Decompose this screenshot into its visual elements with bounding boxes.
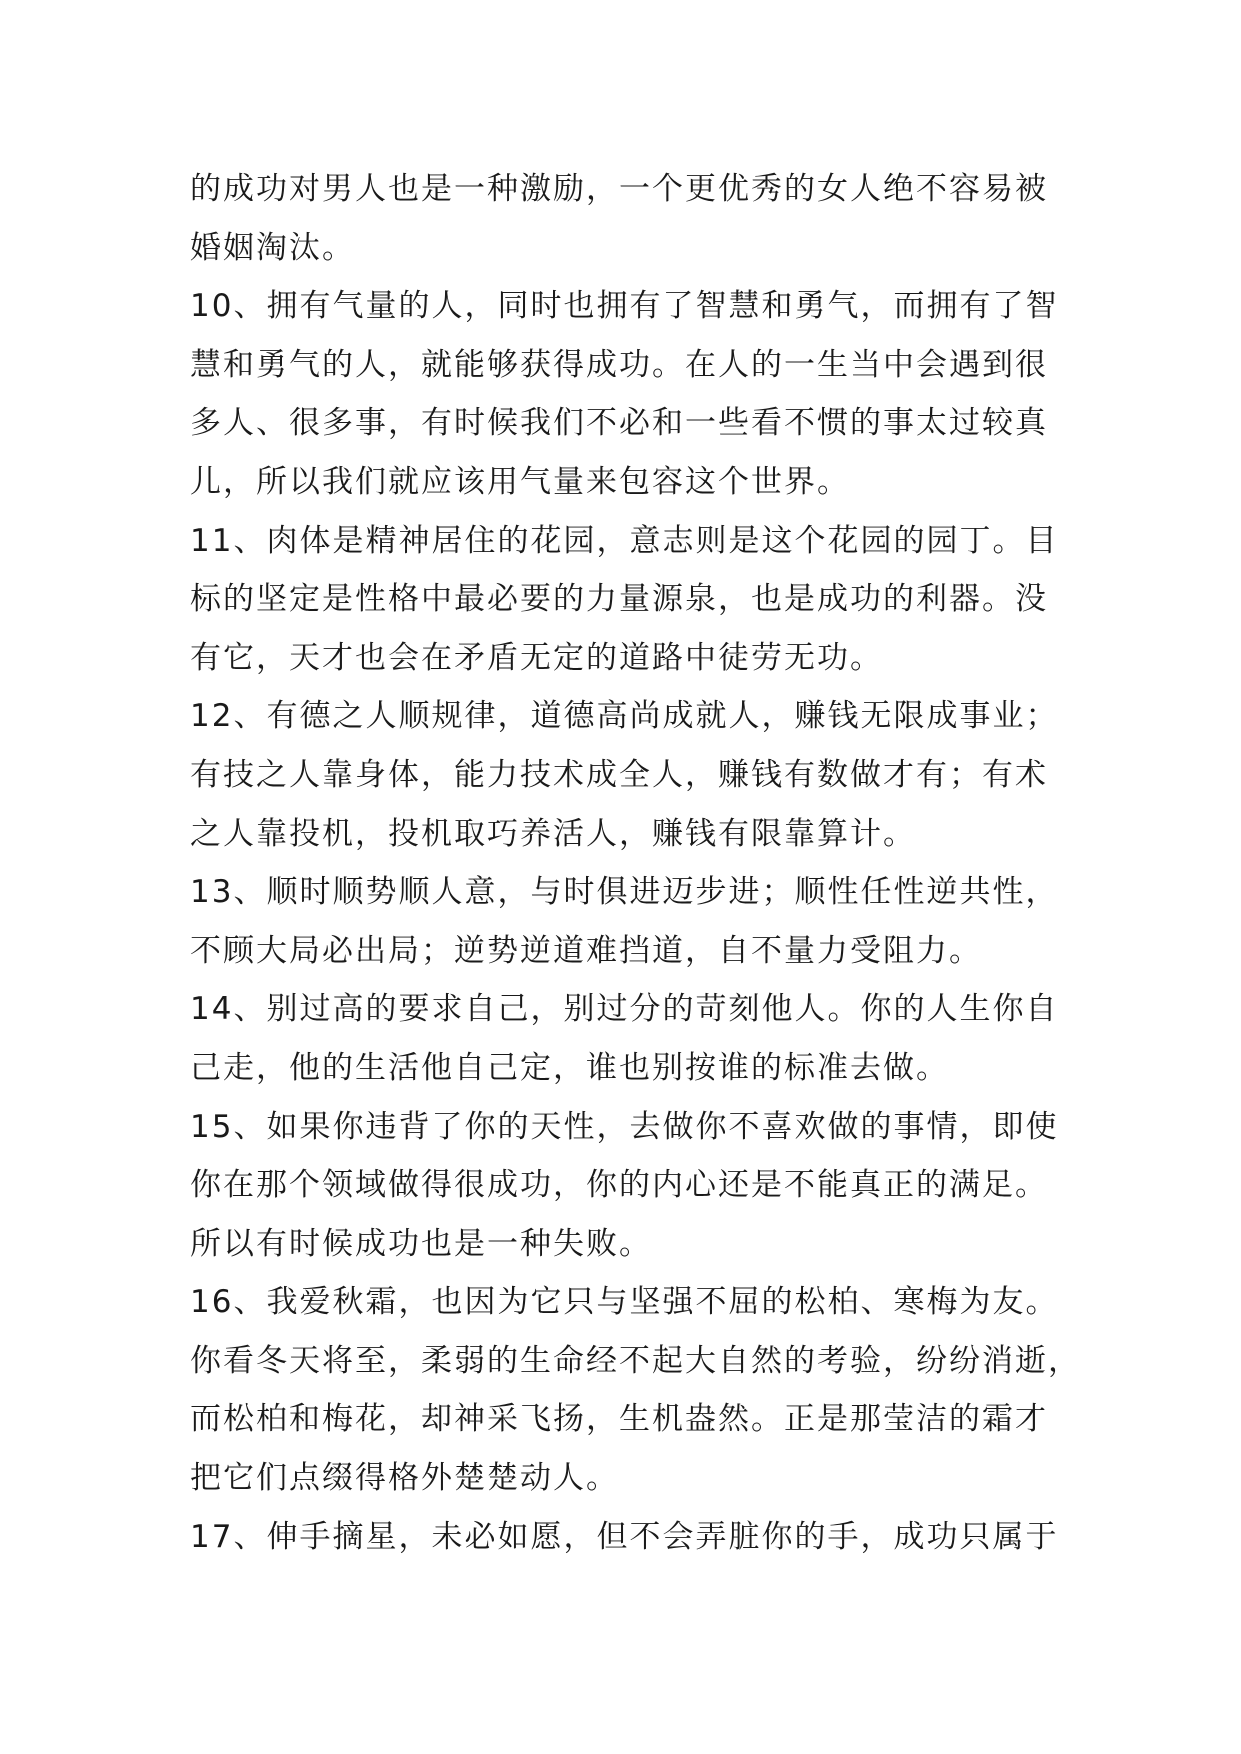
text-line: 标的坚定是性格中最必要的力量源泉，也是成功的利器。没	[190, 581, 1048, 618]
text-line: 15、如果你违背了你的天性，去做你不喜欢做的事情，即使	[190, 1108, 1059, 1145]
text-line: 而松柏和梅花，却神采飞扬，生机盎然。正是那莹洁的霜才	[190, 1401, 1048, 1438]
text-line: 你看冬天将至，柔弱的生命经不起大自然的考验，纷纷消逝，	[190, 1342, 1081, 1379]
text-line: 把它们点缀得格外楚楚动人。	[190, 1460, 619, 1497]
text-line: 有它，天才也会在矛盾无定的道路中徒劳无功。	[190, 639, 883, 676]
text-line: 己走，他的生活他自己定，谁也别按谁的标准去做。	[190, 1049, 949, 1086]
text-line: 多人、很多事，有时候我们不必和一些看不惯的事太过较真	[190, 405, 1048, 442]
text-line: 之人靠投机，投机取巧养活人，赚钱有限靠算计。	[190, 815, 916, 852]
text-line: 17、伸手摘星，未必如愿，但不会弄脏你的手，成功只属于	[190, 1518, 1059, 1555]
body-text	[190, 160, 1081, 1566]
text-line: 你在那个领域做得很成功，你的内心还是不能真正的满足。	[190, 1167, 1048, 1204]
text-line: 12、有德之人顺规律，道德高尚成就人，赚钱无限成事业；	[190, 698, 1059, 735]
text-line: 13、顺时顺势顺人意，与时俱进迈步进；顺性任性逆共性，	[190, 874, 1059, 911]
text-line: 慧和勇气的人，就能够获得成功。在人的一生当中会遇到很	[190, 346, 1048, 383]
text-line: 16、我爱秋霜，也因为它只与坚强不屈的松柏、寒梅为友。	[190, 1284, 1059, 1321]
text-line: 婚姻淘汰。	[190, 229, 355, 266]
text-line: 儿，所以我们就应该用气量来包容这个世界。	[190, 463, 850, 500]
text-line: 不顾大局必出局；逆势逆道难挡道，自不量力受阻力。	[190, 932, 982, 969]
text-line: 11、肉体是精神居住的花园，意志则是这个花园的园丁。目	[190, 522, 1059, 559]
text-line: 14、别过高的要求自己，别过分的苛刻他人。你的人生你自	[190, 991, 1059, 1028]
text-line: 所以有时候成功也是一种失败。	[190, 1225, 652, 1262]
text-line: 的成功对男人也是一种激励，一个更优秀的女人绝不容易被	[190, 171, 1048, 207]
text-line: 有技之人靠身体，能力技术成全人，赚钱有数做才有；有术	[190, 756, 1048, 793]
text-line: 10、拥有气量的人，同时也拥有了智慧和勇气，而拥有了智	[190, 288, 1059, 325]
